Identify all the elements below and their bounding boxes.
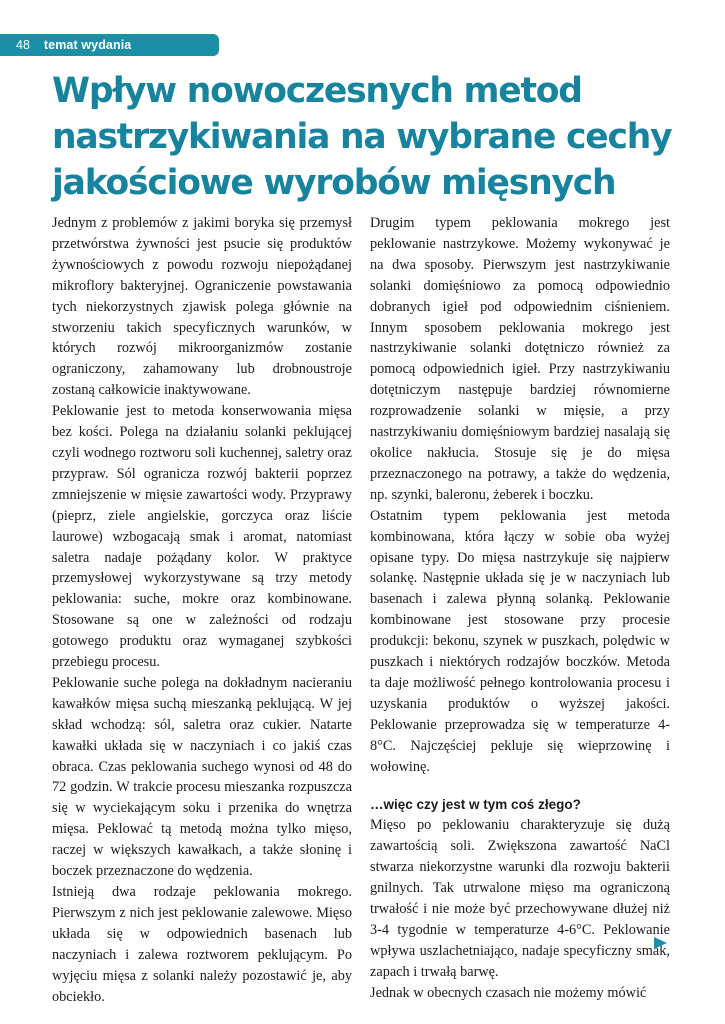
article-title: Wpływ nowoczesnych metod nastrzykiwania na wybrane cechy jakościowe wyrobów mięsnych <box>52 71 672 203</box>
paragraph: Istnieją dwa rodzaje peklowania mokrego. Pierwszym z nich jest peklowanie zalewowe. Mięso układa się w odpowiednich basenach lub naczyniach i zalewa roztworem peklującym. Po wyjęciu mięsa z solanki należy pozostawić je, aby obciekło. <box>52 884 352 1005</box>
left-column <box>52 213 352 1007</box>
section-header-bar <box>0 34 219 56</box>
paragraph: Mięso po peklowaniu charakteryzuje się dużą zawartością soli. Zwiększona zawartość NaCl stwarza niekorzystne warunki dla rozwoju bakterii gnilnych. Tak utrwalone mięso ma ograniczoną trwałość i nie może być przechowywane dłużej niż 3-4 tygodnie w temperaturze 4-6°C. Peklowanie wpływa uszlachetniająco, nadaje specyficzny smak, zapach i trwałą barwę. <box>370 817 670 980</box>
triangle-right-icon <box>654 937 667 949</box>
paragraph: Ostatnim typem peklowania jest metoda kombinowana, która łączy w sobie oba wyżej opisane typy. Do mięsa nastrzykuje się najpierw solankę. Następnie układa się je w naczyniach lub basenach i zalewa płynną solanką. Peklowanie kombinowane jest stosowane przy procesie produkcji: bekonu, szynek w puszkach, polędwic w puszkach i niektórych rodzajów boczków. Metoda ta daje możliwość pełnego kontrolowania procesu i uzyskania produktów o wyższej jakości. Peklowanie przeprowadza się w temperaturze 4-8°C. Najczęściej pekluje się wieprzowinę i wołowinę. <box>370 507 670 775</box>
paragraph: Peklowanie suche polega na dokładnym nacieraniu kawałków mięsa suchą mieszanką peklującą. W jej skład wchodzą: sól, saletra oraz cukier. Natarte kawałki układa się w naczyniach i co jakiś czas obraca. Czas peklowania suchego wynosi od 48 do 72 godzin. W trakcie procesu mieszanka rozpuszcza się w wyciekającym soku i przenika do wnętrza mięsa. Peklować tą metodą można tylko mięso, raczej w większych kawałkach, a także słoninę i boczek przeznaczone do wędzenia. <box>52 674 352 880</box>
right-column <box>370 213 670 1004</box>
section-label: temat wydania <box>43 38 132 52</box>
paragraph: Drugim typem peklowania mokrego jest peklowanie nastrzykowe. Możemy wykonywać je na dwa sposoby. Pierwszym jest nastrzykiwanie solanki domięśniowo za pomocą odpowiednio dobranych igieł pod odpowiednim ciśnieniem. Innym sposobem peklowania mokrego jest nastrzykiwanie solanki dotętniczo również za pomocą odpowiednich igieł. Przy nastrzykiwaniu dotętniczym następuje bardziej równomierne rozprowadzenie solanki w mięsie, a przy nastrzykiwaniu domięśniowym bardziej nasalają się okolice nakłucia. Stosuje się je do mięsa przeznaczonego na potrawy, a także do wędzenia, np. szynki, baleronu, żeberek i boczku. <box>370 215 670 503</box>
paragraph: Peklowanie jest to metoda konserwowania mięsa bez kości. Polega na działaniu solanki peklującej czyli wodnego roztworu soli kuchennej, saletry oraz przypraw. Sól ogranicza rozwój bakterii poprzez zmniejszenie w mięsie zawartości wody. Przyprawy (pieprz, ziele angielskie, gorczyca oraz liście laurowe) wzbogacają smak i aromat, natomiast saletra nadaje pożądany kolor. W praktyce przemysłowej wykorzystywane są trzy metody peklowania: suche, mokre oraz kombinowane. Stosowane są one w zależności od rodzaju gotowego produktu oraz wymaganej szybkości przebiegu procesu. <box>52 403 352 671</box>
paragraph: Jednym z problemów z jakimi boryka się przemysł przetwórstwa żywności jest psucie się produktów żywnościowych z powodu rozwoju niepożądanej mikroflory bakteryjnej. Ograniczenie powstawania tych niekorzystnych zjawisk polega głównie na stworzeniu takich specyficznych warunków, w których rozwój mikroorganizmów zostanie ograniczony, zahamowany lub drobnoustroje zostaną całkowicie inaktywowane. <box>52 215 352 399</box>
page-number: 48 <box>16 38 30 52</box>
section-subheading: …więc czy jest w tym coś złego? <box>370 797 581 813</box>
paragraph: Jednak w obecnych czasach nie możemy mówić <box>370 984 647 1001</box>
